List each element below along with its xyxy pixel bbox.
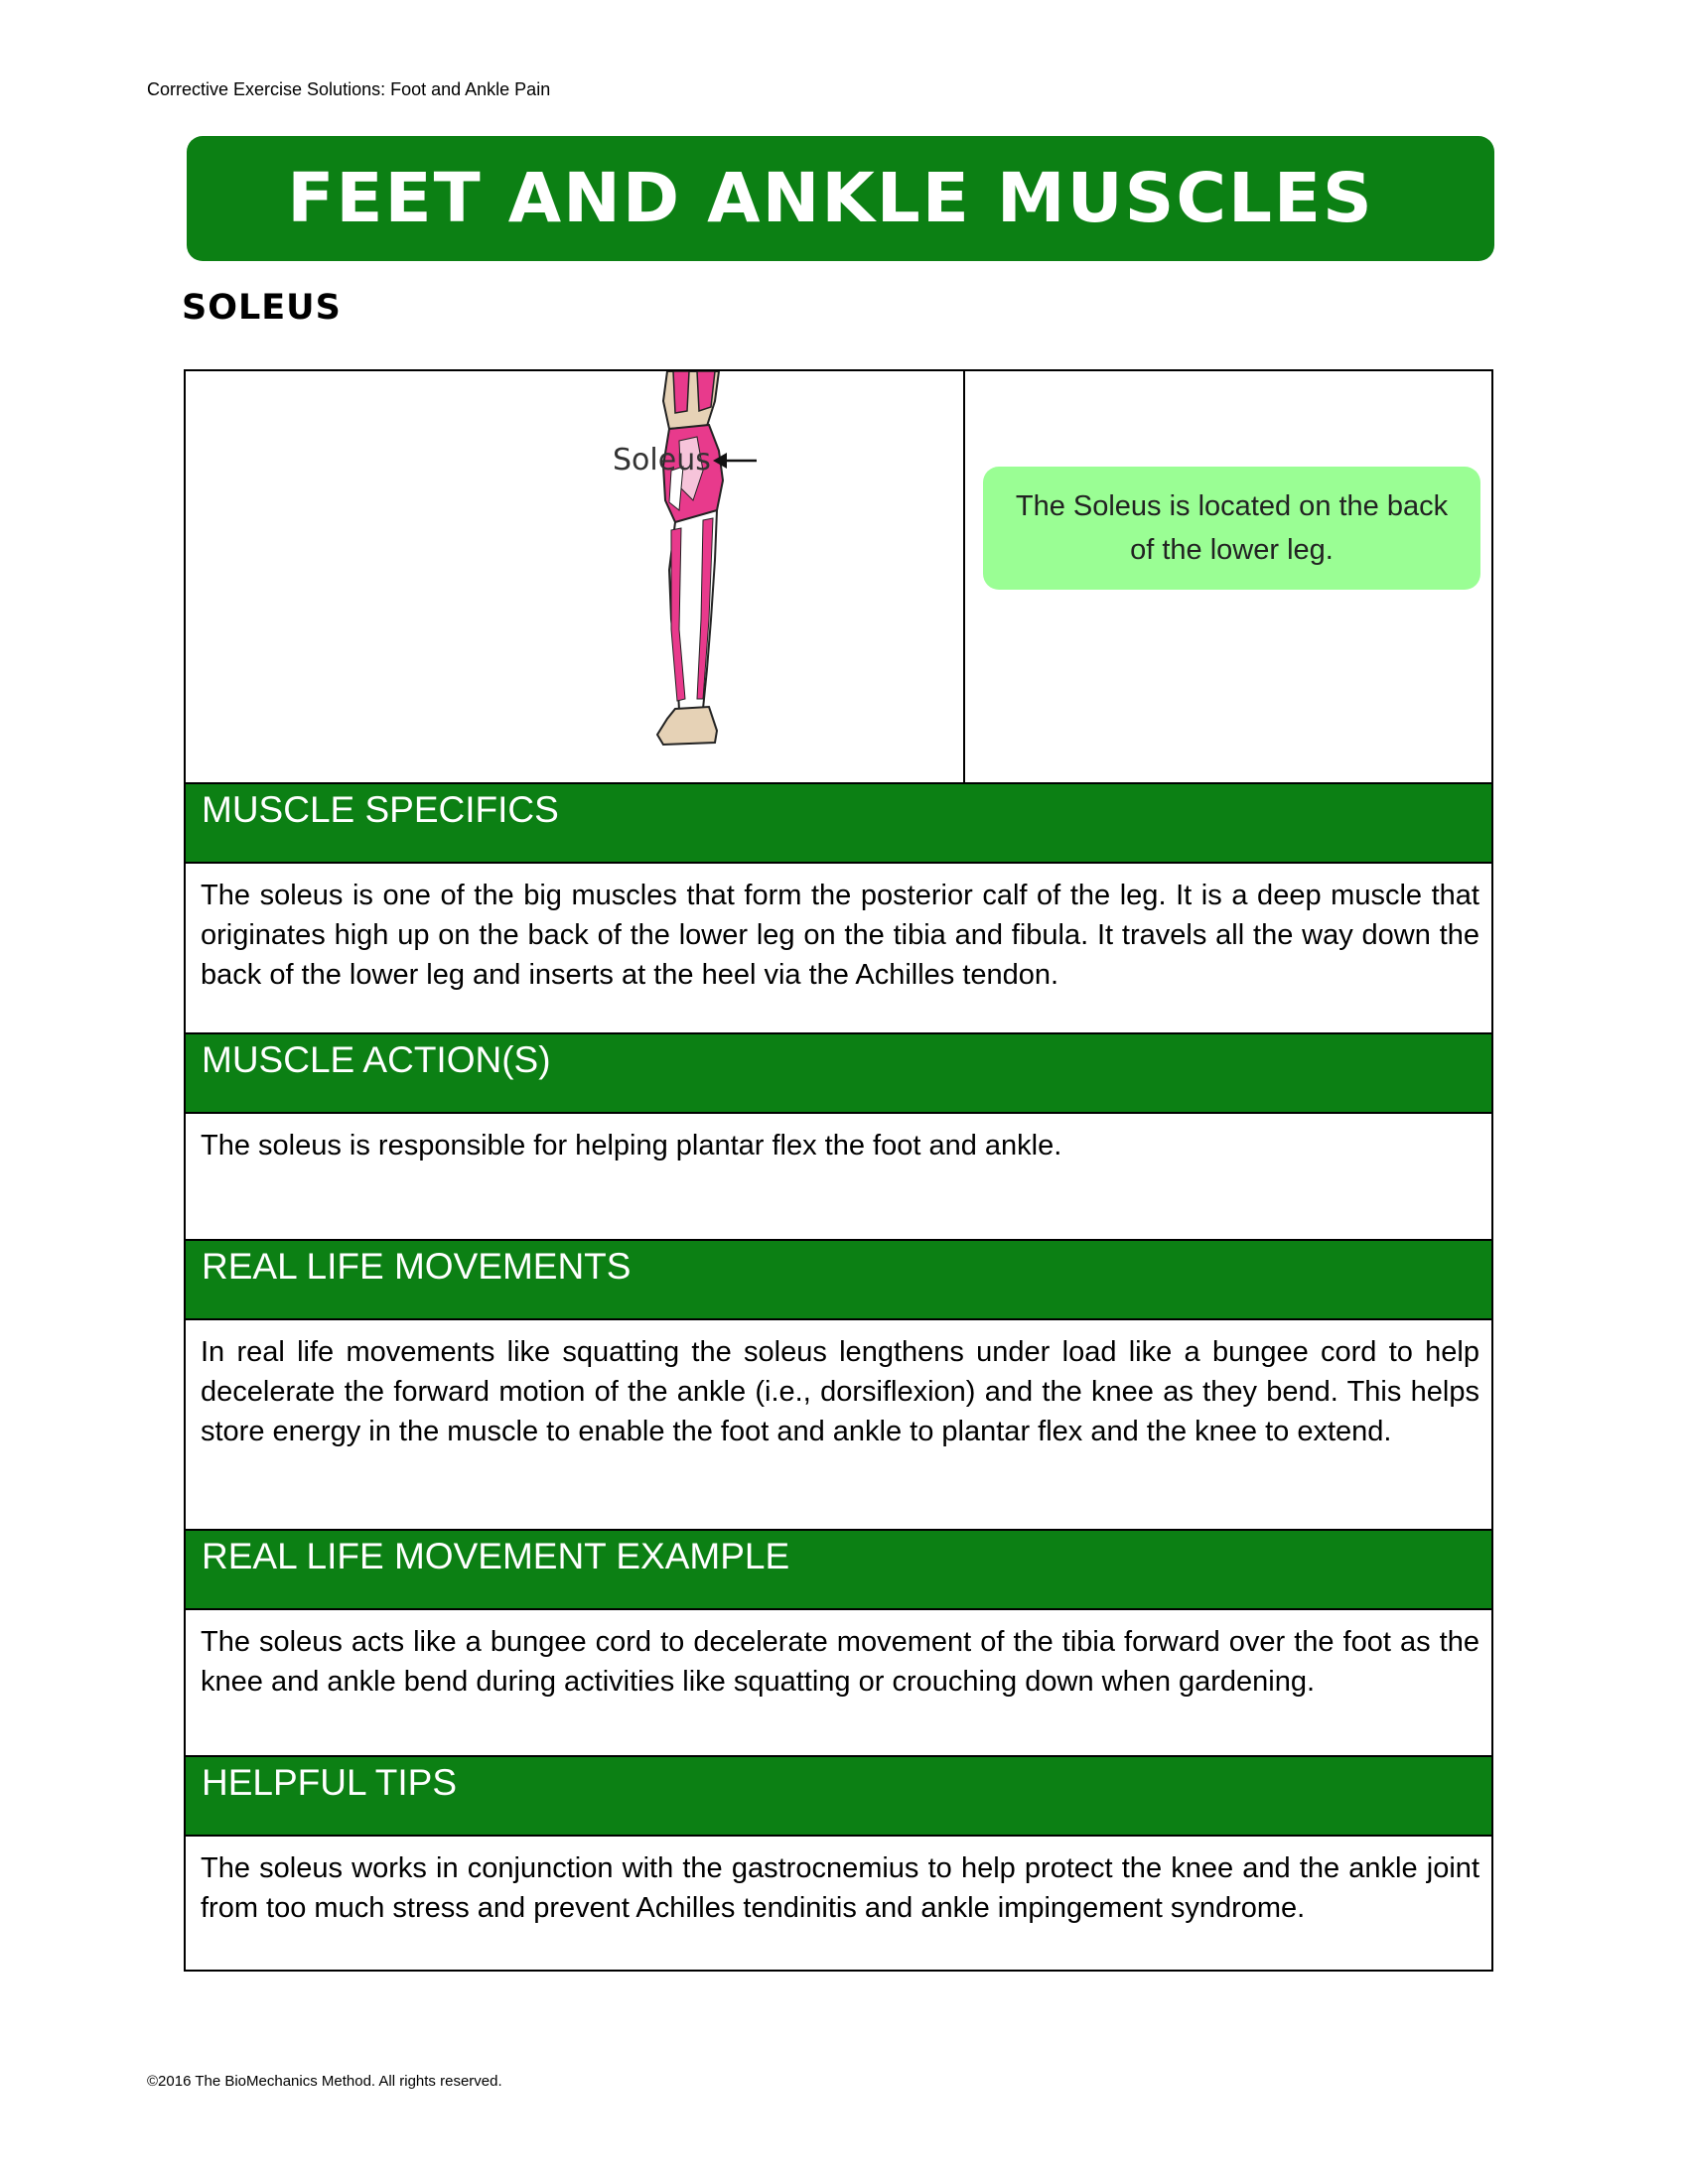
location-callout [983,467,1480,590]
figure-row [186,371,1491,784]
muscle-name-heading: SOLEUS [182,288,342,328]
section-body-real-life-movements: In real life movements like squatting the soleus lengthens under load like a bungee cord to help decelerate the forward motion of the ankle (i.e., dorsiflexion) and the knee as they bend. This helps store energy in the muscle to enable the foot and ankle to plantar flex and the knee to extend. [201,1336,1479,1447]
muscle-card [184,369,1493,1972]
section-header-real-life-movement-example [186,1529,1491,1610]
section-title: MUSCLE SPECIFICS [202,789,559,830]
copyright-footer: ©2016 The BioMechanics Method. All rights reserved. [147,2073,502,2090]
figure-label: Soleus [613,443,711,478]
section-header-muscle-actions [186,1032,1491,1114]
section-title: HELPFUL TIPS [202,1762,458,1803]
figure-divider [963,371,965,782]
section-body-helpful-tips: The soleus works in conjunction with the gastrocnemius to help protect the knee and the ankle joint from too much stress and prevent Achilles tendinitis and ankle impingement syndrome. [201,1852,1479,1924]
running-head: Corrective Exercise Solutions: Foot and Ankle Pain [147,79,551,99]
title-banner [187,136,1494,261]
section-header-helpful-tips [186,1755,1491,1837]
section-header-real-life-movements [186,1239,1491,1320]
section-body-muscle-actions: The soleus is responsible for helping plantar flex the foot and ankle. [201,1130,1062,1161]
page-title: FEET AND ANKLE MUSCLES [287,159,1374,238]
section-title: REAL LIFE MOVEMENTS [202,1246,632,1287]
section-header-muscle-specifics [186,782,1491,864]
section-body-muscle-specifics: The soleus is one of the big muscles that form the posterior calf of the leg. It is a deep muscle that originates high up on the back of the lower leg on the tibia and fibula. It travels all the way down the back of the lower leg and inserts at the heel via the Achilles tendon. [201,880,1479,991]
section-title: MUSCLE ACTION(S) [202,1039,551,1080]
soleus-leg-illustration-icon [459,371,776,749]
location-note: The Soleus is located on the back of the lower leg. [1015,490,1449,566]
section-body-real-life-movement-example: The soleus acts like a bungee cord to decelerate movement of the tibia forward over the foot as the knee and ankle bend during activities like squatting or crouching down when gardening. [201,1626,1479,1698]
section-title: REAL LIFE MOVEMENT EXAMPLE [202,1536,790,1576]
